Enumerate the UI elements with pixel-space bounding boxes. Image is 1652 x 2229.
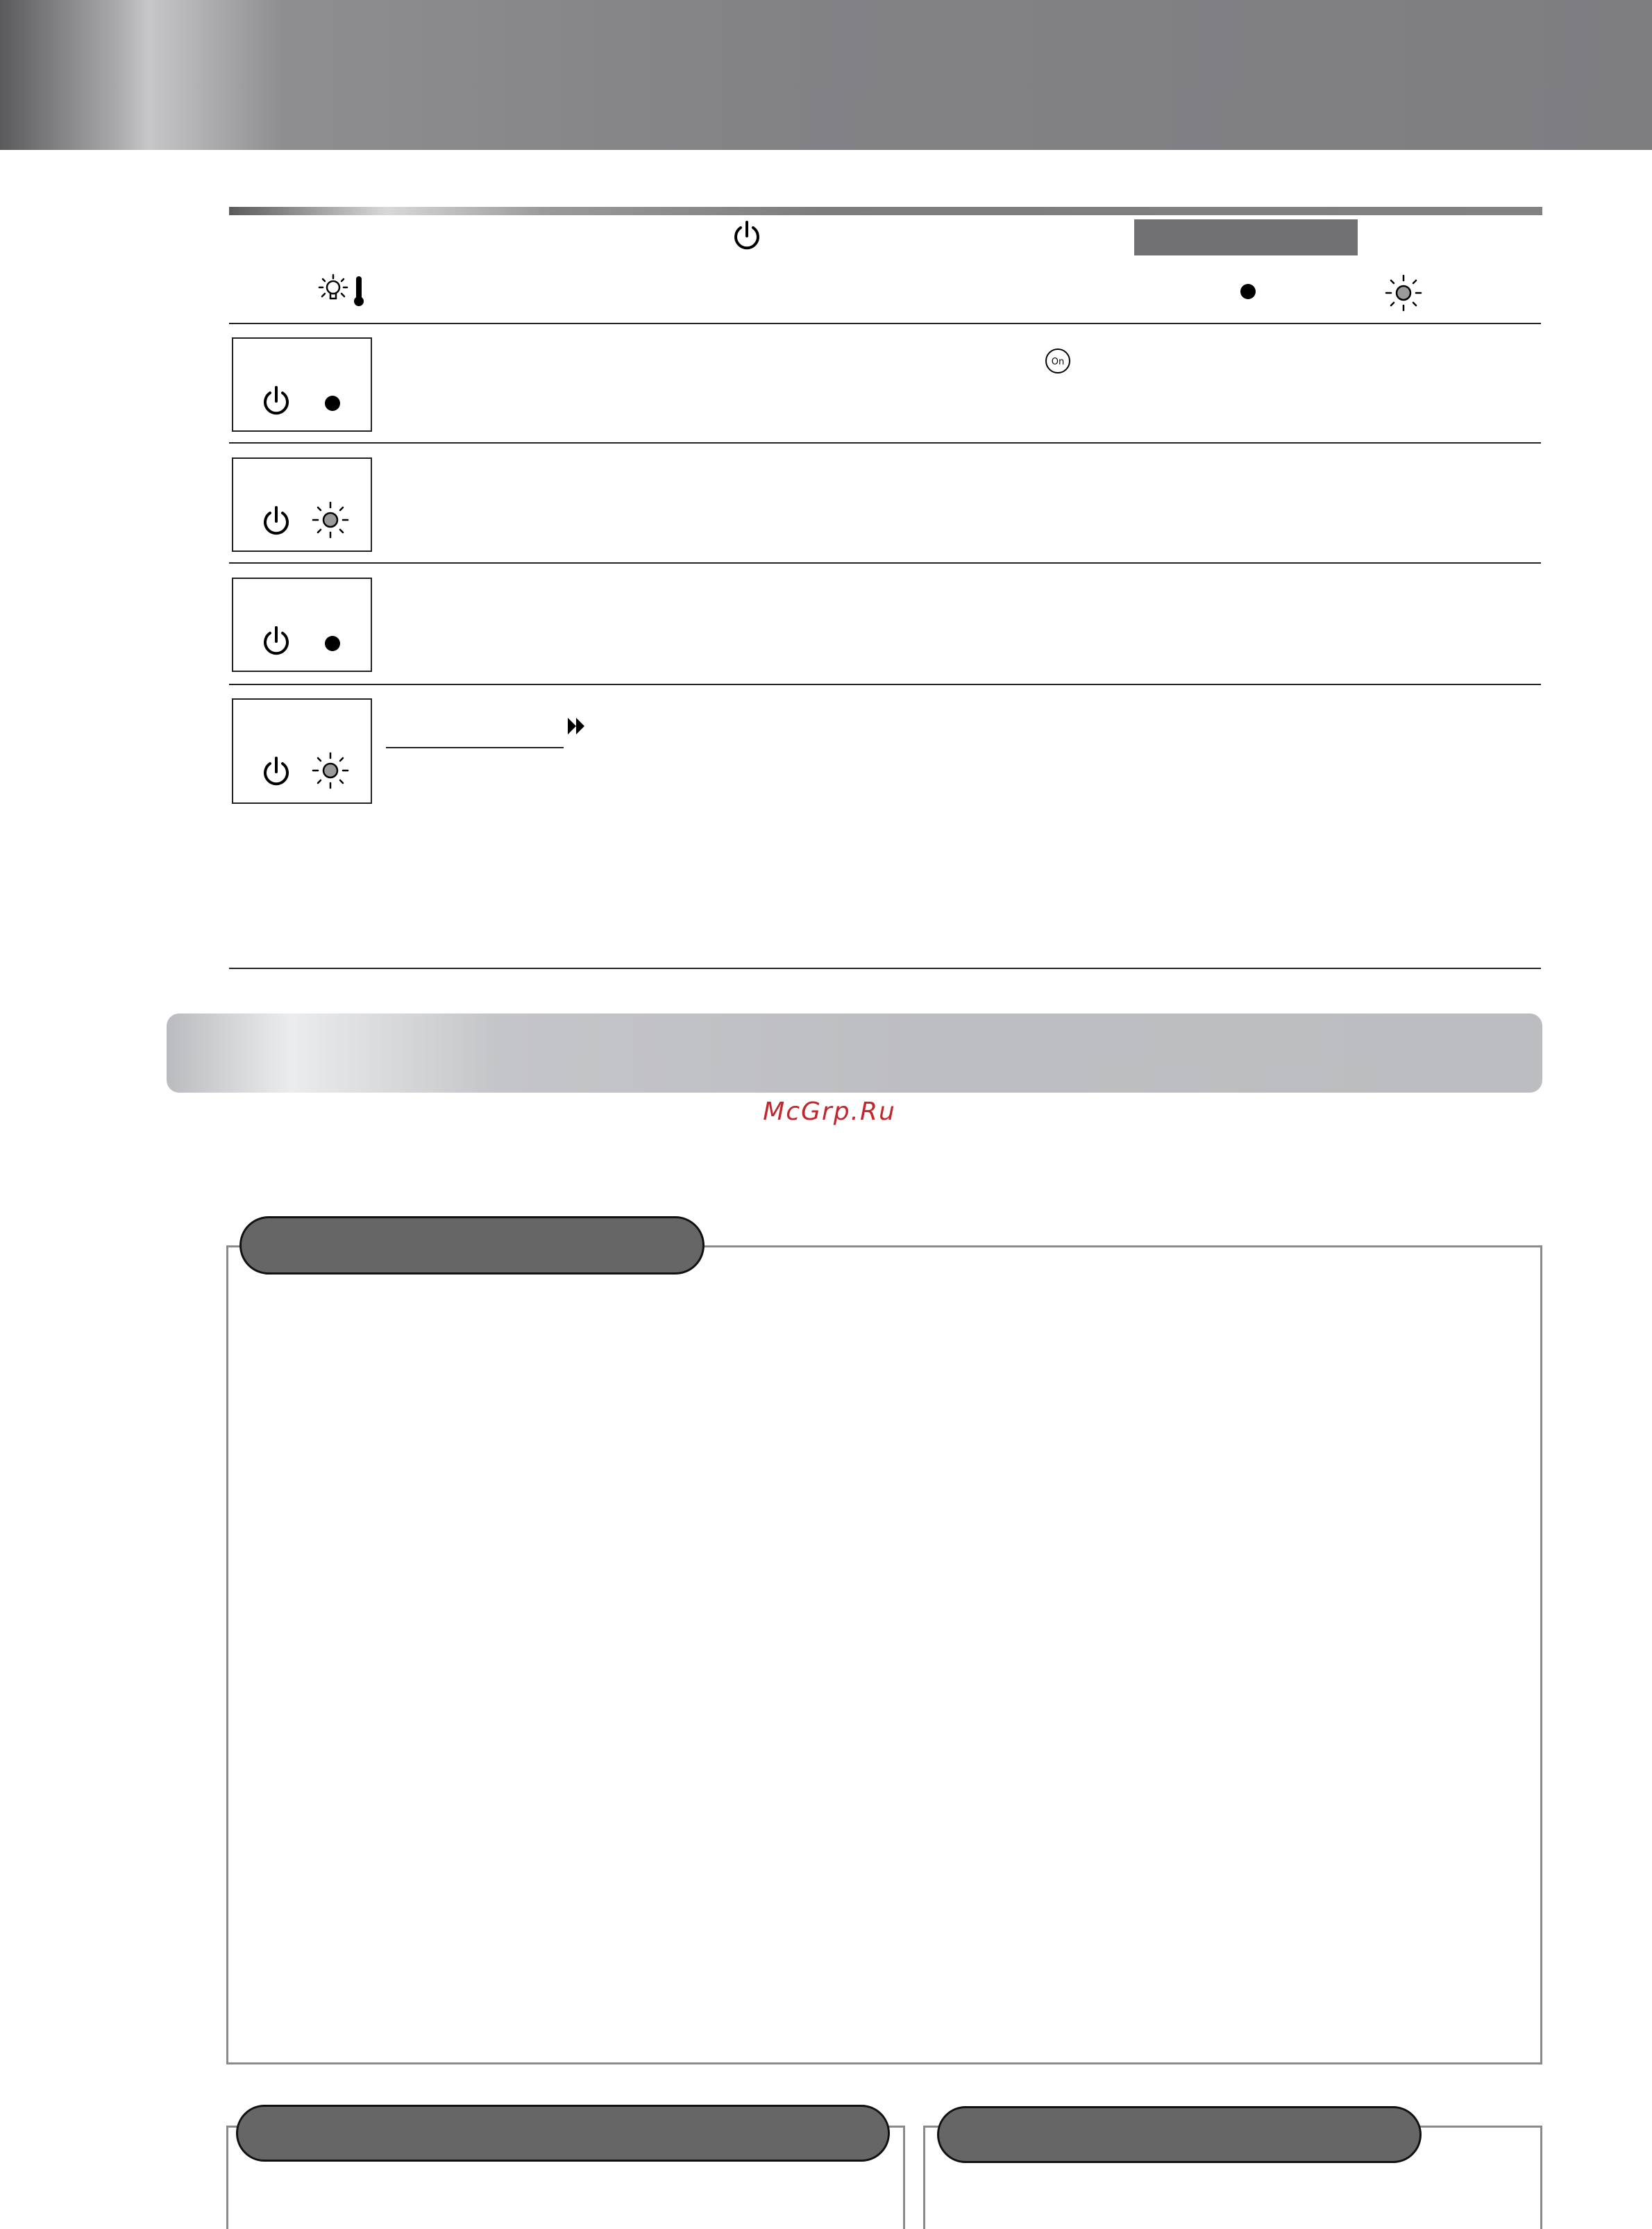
table-divider: [229, 684, 1541, 685]
table-bottom-rule: [229, 968, 1541, 969]
double-arrow-icon: [566, 716, 587, 736]
power-icon: [261, 625, 292, 658]
indicator-box-power-lit: [232, 578, 372, 672]
info-frame-tab: [239, 1216, 705, 1275]
top-banner: [0, 0, 1652, 150]
section-heading-bar: [167, 1013, 1542, 1093]
filled-dot-icon: [322, 393, 343, 414]
bottom-right-tab: [937, 2106, 1422, 2163]
watermark: McGrp.Ru: [763, 1097, 896, 1126]
table-divider: [229, 562, 1541, 564]
table-divider: [229, 323, 1541, 324]
flashing-light-icon: [310, 751, 351, 790]
table-divider: [229, 442, 1541, 444]
on-button-icon: [1044, 347, 1072, 375]
info-frame: [226, 1245, 1542, 2064]
svg-text:On: On: [1051, 357, 1065, 367]
indicator-box-power-flashing: [232, 698, 372, 804]
filled-dot-icon: [322, 633, 343, 654]
bottom-left-tab: [236, 2105, 890, 2162]
indicator-box-power-lit: [232, 337, 372, 432]
header-label-box: [1134, 219, 1358, 255]
flashing-light-icon: [310, 501, 351, 539]
filled-dot-icon: [1237, 280, 1259, 303]
link-underline[interactable]: [386, 747, 564, 748]
power-icon: [732, 219, 762, 253]
flashing-light-icon: [1383, 274, 1424, 312]
header-rule: [229, 207, 1542, 215]
lamp-temperature-icon: [317, 274, 372, 310]
power-icon: [261, 385, 292, 418]
power-icon: [261, 755, 292, 789]
indicator-box-power-flashing: [232, 457, 372, 552]
power-icon: [261, 505, 292, 538]
